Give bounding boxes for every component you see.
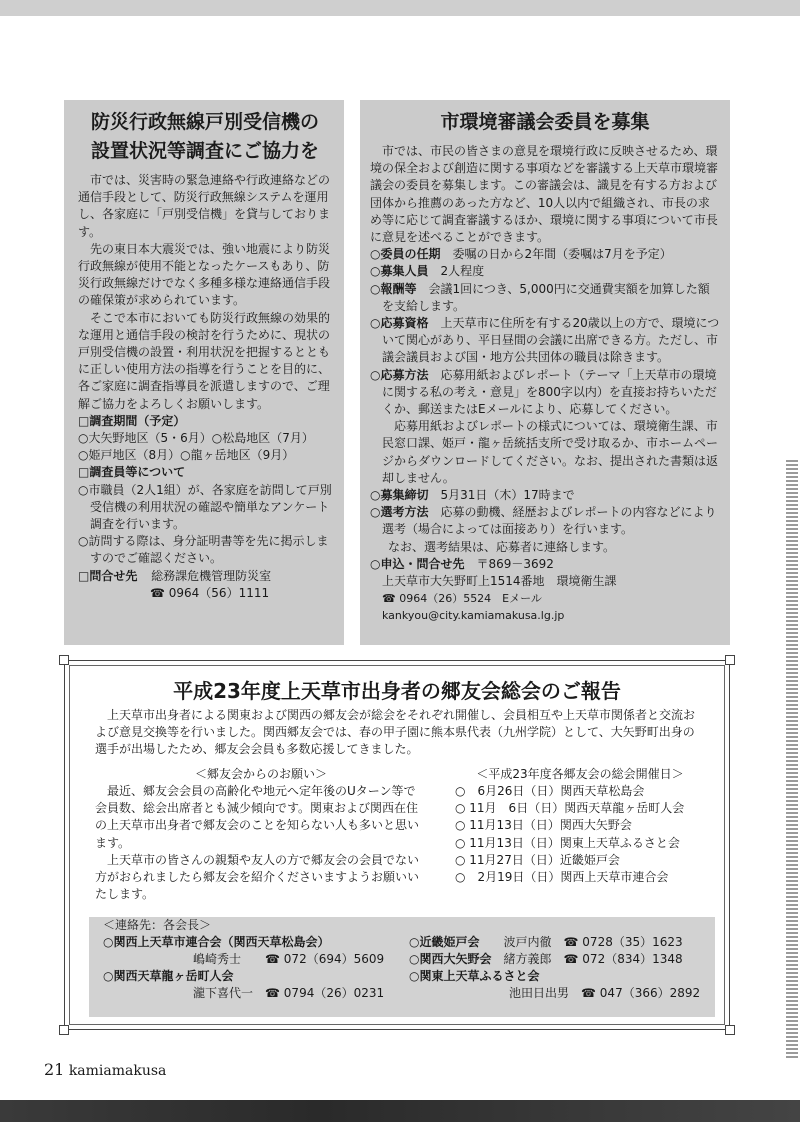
page-number: 21: [44, 1060, 65, 1079]
apply-zip: 〒869－3692: [476, 556, 554, 571]
count-line: [370, 263, 720, 280]
staff-item: ○訪問する際は、身分証明書等を先に掲示しますのでご確認ください。: [78, 534, 329, 566]
paragraph: 最近、郷友会会員の高齢化や地元へ定年後のUターン等で会員数、総会出席者とも減少傾向です。関東および関西在住の上天草市出身者で郷友会のことを知らない人も多いと思います。: [95, 784, 420, 850]
contact-line: [409, 951, 709, 968]
article-title: 平成23年度上天草市出身者の郷友会総会のご報告: [173, 679, 621, 703]
contact-person-line: [103, 951, 403, 968]
contact-person-line: [103, 985, 403, 1002]
section-heading: □調査員等について: [78, 465, 186, 480]
contacts-heading: ＜連絡先：各会長＞: [103, 918, 212, 932]
contact-org: 総務課危機管理防災室: [151, 568, 272, 583]
qual-label: ○応募資格: [370, 316, 429, 331]
date-item: ○ 11月27日（日）近畿姫戸会: [455, 852, 620, 867]
contact-label: □問合せ先: [78, 568, 138, 583]
hometown-association-report: [64, 660, 730, 1030]
qual-value: 上天草市に住所を有する20歳以上の方で、環境について関心があり、平日昼間の会議に出席できる方。ただし、市議会議員および国・地方公共団体の職員は除きます。: [382, 316, 720, 365]
contacts-box: [89, 917, 715, 1017]
paragraph: 上天草市出身者による関東および関西の郷友会が総会をそれぞれ開催し、会員相互や上天草市関係者と交流および意見交換等を行いました。関西郷友会では、春の甲子園に熊本県代表（九州学院）として、大矢野町出身の選手が出場したため、郷友会会員も多数応援してきました。: [95, 708, 696, 757]
contacts-right: [409, 934, 709, 1002]
frame-corner: [59, 1025, 69, 1035]
dates-heading: ＜平成23年度各郷友会の総会開催日＞: [476, 767, 684, 781]
contact-phone: ☎ 047（366）2892: [581, 986, 701, 1000]
paragraph: 上天草市の皆さんの親類や友人の方で郷友会の会員でない方がおられましたら郷友会を紹介くださいますようお願いいたします。: [95, 852, 420, 902]
top-band: [0, 0, 800, 16]
date-item: ○ 6月26日（日）関西天草松島会: [455, 784, 645, 798]
contact-person: 波戸内徹: [503, 935, 552, 949]
apply-line: [370, 556, 720, 573]
qual-line: [370, 315, 720, 367]
staff-item: ○市職員（2人1組）が、各家庭を訪問して戸別受信機の利用状況の確認や簡単なアンケート調査を行います。: [78, 482, 332, 532]
count-value: 2人程度: [440, 264, 485, 279]
contact-phone: ☎ 0964（56）1111: [150, 585, 270, 600]
contact-phone: ☎ 072（834）1348: [563, 952, 683, 966]
contact-phone: ☎ 0728（35）1623: [563, 935, 683, 949]
pay-line: [370, 281, 720, 315]
article-title: 市環境審議会委員を募集: [440, 111, 650, 133]
frame-corner: [725, 655, 735, 665]
method-value: 応募用紙およびレポート（テーマ「上天草市の環境に関する私の考え・意見」を800字以内）を直接お持ちいただくか、郵送またはEメールにより、応募してください。: [382, 367, 717, 417]
contact-person-line: [409, 985, 709, 1002]
period-line: ○姫戸地区（8月）○龍ヶ岳地区（9月）: [78, 448, 295, 463]
select-note: なお、選考結果は、応募者に連絡します。: [388, 539, 616, 554]
page-edge-stripe: [786, 460, 798, 1060]
select-line: [370, 504, 720, 538]
frame-corner: [59, 655, 69, 665]
article-title: [78, 108, 332, 166]
contact-org: ○関東上天草ふるさと会: [409, 969, 540, 983]
environment-council-article: [360, 100, 730, 645]
term-label: ○委員の任期: [370, 247, 441, 262]
page-footer: [44, 1060, 166, 1079]
apply-address: 上天草市大矢野町上1514番地 環境衛生課: [382, 574, 617, 589]
request-column: [95, 765, 427, 903]
magazine-name: kamiamakusa: [68, 1063, 167, 1079]
article-title-line: 設置状況等調査にご協力を: [90, 140, 319, 162]
date-item: ○ 11月 6日（日）関西天草龍ヶ岳町人会: [455, 801, 685, 816]
paragraph: 市では、市民の皆さまの意見を環境行政に反映させるため、環境の保全および創造に関する事項などを審議する上天草市環境審議会の委員を募集します。この審議会は、識見を有する方および団体から推薦のあった方など、10人以内で組織され、市長の求め等に応じて調査審議するほか、環境に関する事項について市長に意見を述べることができます。: [370, 144, 719, 245]
contact-org: ○近畿姫戸会: [409, 935, 480, 949]
contact-person: 緒方義郎: [503, 952, 552, 966]
deadline-label: ○募集締切: [370, 488, 429, 503]
deadline-line: [370, 487, 720, 504]
method-label: ○応募方法: [370, 367, 429, 382]
contacts-left: [103, 934, 403, 1002]
contact-phone: ☎ 072（694）5609: [265, 952, 385, 966]
term-line: [370, 246, 720, 263]
article-title-line: 防災行政無線戸別受信機の: [90, 111, 319, 133]
apply-phone-email: ☎ 0964（26）5524 Eメール kankyou@city.kamiamakusa.lg.jp: [382, 592, 565, 623]
method-line: [370, 367, 720, 419]
pay-label: ○報酬等: [370, 281, 417, 296]
disaster-radio-survey-article: [64, 100, 344, 645]
date-item: ○ 11月13日（日）関東上天草ふるさと会: [455, 835, 680, 850]
period-line: ○大矢野地区（5・6月）○松島地区（7月）: [78, 431, 314, 446]
contact-person: 瀧下喜代一: [193, 986, 254, 1000]
method-note: 応募用紙およびレポートの様式については、環境衛生課、市民窓口課、姫戸・龍ヶ岳統括支所で受け取るか、市ホームページからダウンロードしてください。なお、提出された書類は返却しません。: [382, 419, 719, 485]
contact-person: 池田日出男: [509, 986, 570, 1000]
apply-label: ○申込・問合せ先: [370, 556, 465, 571]
contact-line: [409, 934, 709, 951]
frame-corner: [725, 1025, 735, 1035]
count-label: ○募集人員: [370, 264, 429, 279]
section-heading: □調査期間（予定）: [78, 413, 186, 428]
contact-org: ○関西上天草市連合会（関西天草松島会）: [103, 935, 330, 949]
paragraph: 市では、災害時の緊急連絡や行政連絡などの通信手段として、防災行政無線システムを運用し、各家庭に「戸別受信機」を貸与しております。: [78, 173, 331, 239]
contact-org: ○関西大矢野会: [409, 952, 492, 966]
request-heading: ＜郷友会からのお願い＞: [194, 767, 327, 781]
paragraph: 先の東日本大震災では、強い地震により防災行政無線が使用不能となったケースもあり、防災行政無線だけでなく多種多様な連絡通信手段の確保策が求められています。: [78, 241, 331, 308]
contact-person: 嶋崎秀士: [193, 952, 242, 966]
term-value: 委嘱の日から2年間（委嘱は7月を予定）: [452, 247, 672, 262]
date-item: ○ 11月13日（日）関西大矢野会: [455, 818, 632, 833]
date-item: ○ 2月19日（日）関西上天草市連合会: [455, 870, 669, 885]
contact-line: [78, 568, 332, 585]
deadline-value: 5月31日（木）17時まで: [440, 488, 575, 503]
meeting-dates-column: [445, 765, 715, 886]
bottom-band: [0, 1100, 800, 1122]
contact-phone: ☎ 0794（26）0231: [265, 986, 385, 1000]
select-label: ○選考方法: [370, 505, 429, 520]
paragraph: そこで本市においても防災行政無線の効果的な運用と通信手段の検討を行うために、現状の戸別受信機の設置・利用状況を把握するとともに正しい使用方法の指導を行うことを目的に、各ご家庭に調査指導員を派遣しますので、ご理解ご協力をよろしくお願いします。: [78, 310, 331, 411]
select-value: 応募の動機、経歴およびレポートの内容などにより選考（場合によっては面接あり）を行います。: [382, 505, 717, 537]
pay-value: 会議1回につき、5,000円に交通費実額を加算した額を支給します。: [382, 281, 710, 313]
contact-org: ○関西天草龍ヶ岳町人会: [103, 969, 234, 983]
